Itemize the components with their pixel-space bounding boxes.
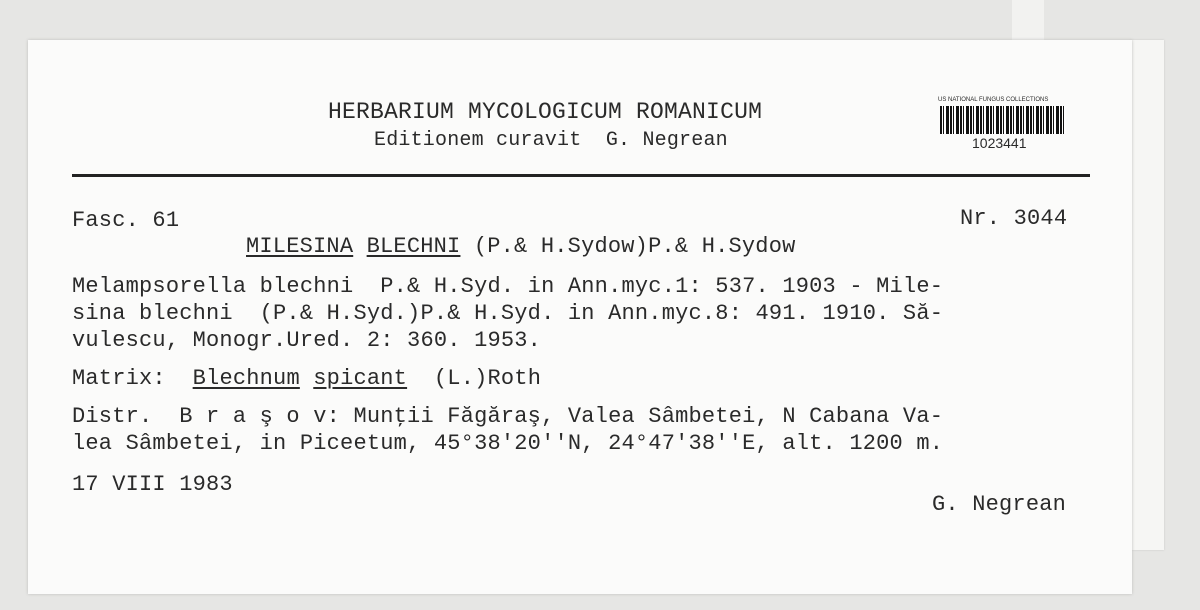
collection-date: 17 VIII 1983 xyxy=(72,472,233,497)
collector: G. Negrean xyxy=(932,492,1067,517)
taxon-genus: MILESINA xyxy=(246,234,354,259)
matrix-line xyxy=(72,364,541,393)
barcode-number: 1023441 xyxy=(972,135,1027,151)
label-subtitle: Editionem curavit G. Negrean xyxy=(374,129,728,152)
barcode-icon xyxy=(940,106,1066,134)
distribution-line: lea Sâmbetei, in Piceetum, 45°38'20''N, 24°47'38''E, alt. 1200 m. xyxy=(72,431,944,456)
host-authority: (L.)Roth xyxy=(407,366,542,391)
synonymy-line: sina blechni (P.& H.Syd.)P.& H.Syd. in Ann.myc.8: 491. 1910. Să- xyxy=(72,301,944,326)
host-species: spicant xyxy=(313,366,408,391)
taxon-authority: (P.& H.Sydow)P.& H.Sydow xyxy=(460,234,796,259)
taxon-name xyxy=(246,232,796,261)
barcode xyxy=(936,96,1070,158)
fascicle: Fasc. 61 xyxy=(72,208,180,233)
herbarium-sheet-edge xyxy=(1130,40,1164,550)
label-title: HERBARIUM MYCOLOGICUM ROMANICUM xyxy=(328,99,763,125)
matrix-label: Matrix: xyxy=(72,366,166,391)
synonymy-line: Melampsorella blechni P.& H.Syd. in Ann.myc.1: 537. 1903 - Mile- xyxy=(72,274,944,299)
distribution-line: Distr. B r a ş o v: Munţii Făgăraş, Valea Sâmbetei, N Cabana Va- xyxy=(72,404,944,429)
barcode-caption: US NATIONAL FUNGUS COLLECTIONS xyxy=(938,97,1049,103)
taxon-species: BLECHNI xyxy=(366,234,461,259)
divider xyxy=(72,174,1090,177)
synonymy-line: vulescu, Monogr.Ured. 2: 360. 1953. xyxy=(72,328,542,353)
exsiccata-number: Nr. 3044 xyxy=(960,206,1068,231)
host-genus: Blechnum xyxy=(192,366,300,391)
specimen-label xyxy=(28,40,1132,594)
